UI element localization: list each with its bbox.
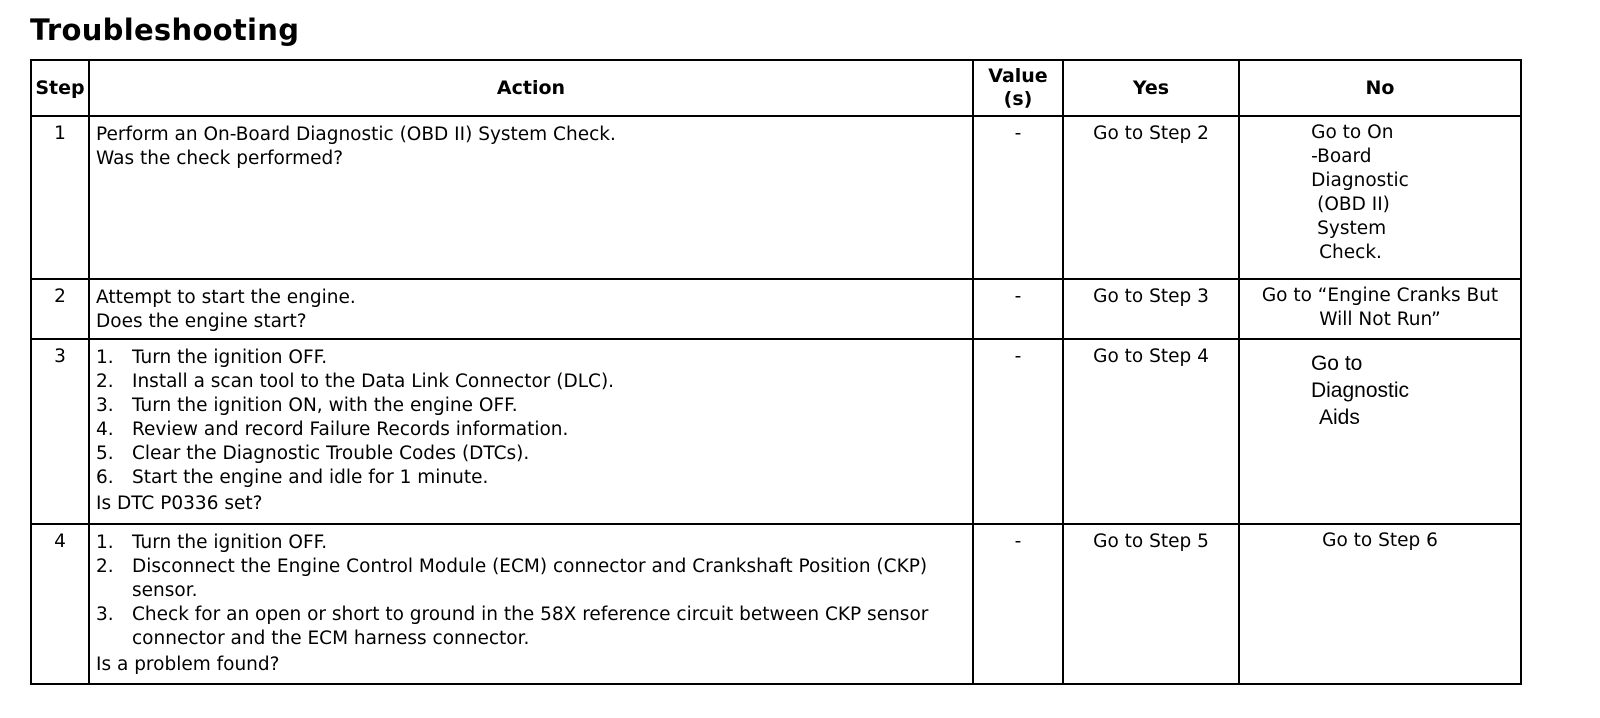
action-cell — [89, 339, 973, 524]
action-steps — [96, 531, 966, 651]
list-item — [96, 466, 966, 490]
list-item — [96, 603, 966, 651]
table-row — [31, 116, 1521, 279]
step-text: Turn the ignition OFF. — [132, 347, 328, 368]
table-row — [31, 279, 1521, 339]
action-cell — [89, 279, 973, 339]
step-index: 2. — [96, 556, 114, 577]
action-question: Is DTC P0336 set? — [96, 493, 263, 514]
step-number: 4 — [31, 524, 89, 684]
no-line: Go to On — [1311, 122, 1394, 143]
yes-cell: Go to Step 3 — [1063, 279, 1239, 339]
value-cell: - — [973, 116, 1063, 279]
header-action: Action — [89, 60, 973, 116]
action-question: Is a problem found? — [96, 654, 280, 675]
step-text: Check for an open or short to ground in the 58X reference circuit between CKP sensor connector and the ECM harness connector. — [132, 604, 929, 649]
header-yes: Yes — [1063, 60, 1239, 116]
header-row — [31, 60, 1521, 116]
step-number: 2 — [31, 279, 89, 339]
yes-cell: Go to Step 5 — [1063, 524, 1239, 684]
no-cell — [1239, 116, 1521, 279]
action-line: Perform an On-Board Diagnostic (OBD II) System Check. — [96, 124, 616, 145]
step-index: 1. — [96, 347, 114, 368]
no-line: Go to — [1310, 352, 1363, 375]
header-value: Value (s) — [973, 60, 1063, 116]
step-index: 5. — [96, 443, 114, 464]
step-text: Start the engine and idle for 1 minute. — [132, 467, 489, 488]
list-item — [96, 442, 966, 466]
no-line: Diagnostic — [1311, 170, 1409, 191]
step-index: 6. — [96, 467, 114, 488]
no-line: Aids — [1318, 406, 1360, 429]
step-text: Clear the Diagnostic Trouble Codes (DTCs). — [132, 443, 530, 464]
no-line: (OBD II) — [1317, 194, 1390, 215]
step-index: 4. — [96, 419, 114, 440]
list-item — [96, 555, 966, 603]
value-cell: - — [973, 524, 1063, 684]
value-cell: - — [973, 339, 1063, 524]
step-text: Disconnect the Engine Control Module (ECM) connector and Crankshaft Position (CKP) sensor. — [132, 556, 928, 601]
step-index: 2. — [96, 371, 114, 392]
list-item — [96, 370, 966, 394]
step-text: Install a scan tool to the Data Link Connector (DLC). — [132, 371, 615, 392]
action-cell — [89, 116, 973, 279]
no-line: Diagnostic — [1310, 379, 1410, 402]
no-cell: Go to Step 6 — [1239, 524, 1521, 684]
page-title: Troubleshooting — [30, 13, 300, 47]
no-line: Go to “Engine Cranks But — [1261, 285, 1499, 306]
no-line: Will Not Run” — [1319, 309, 1441, 330]
action-line: Attempt to start the engine. — [96, 287, 356, 308]
table-row — [31, 524, 1521, 684]
step-number: 3 — [31, 339, 89, 524]
step-index: 3. — [96, 604, 114, 625]
no-line: -Board — [1311, 146, 1372, 167]
no-cell — [1239, 279, 1521, 339]
header-no: No — [1239, 60, 1521, 116]
troubleshooting-table — [30, 59, 1522, 685]
no-line: System — [1317, 218, 1387, 239]
action-question: Does the engine start? — [96, 311, 307, 332]
step-text: Review and record Failure Records information. — [132, 419, 569, 440]
action-question: Was the check performed? — [96, 148, 344, 169]
step-index: 1. — [96, 532, 114, 553]
no-cell — [1239, 339, 1521, 524]
no-line: Check. — [1319, 242, 1382, 263]
value-cell: - — [973, 279, 1063, 339]
header-step: Step — [31, 60, 89, 116]
list-item — [96, 418, 966, 442]
list-item — [96, 394, 966, 418]
action-steps — [96, 346, 966, 490]
action-cell — [89, 524, 973, 684]
yes-cell: Go to Step 2 — [1063, 116, 1239, 279]
list-item — [96, 346, 966, 370]
table-row — [31, 339, 1521, 524]
step-text: Turn the ignition OFF. — [132, 532, 328, 553]
list-item — [96, 531, 966, 555]
step-text: Turn the ignition ON, with the engine OFF. — [132, 395, 518, 416]
step-index: 3. — [96, 395, 114, 416]
yes-cell: Go to Step 4 — [1063, 339, 1239, 524]
step-number: 1 — [31, 116, 89, 279]
